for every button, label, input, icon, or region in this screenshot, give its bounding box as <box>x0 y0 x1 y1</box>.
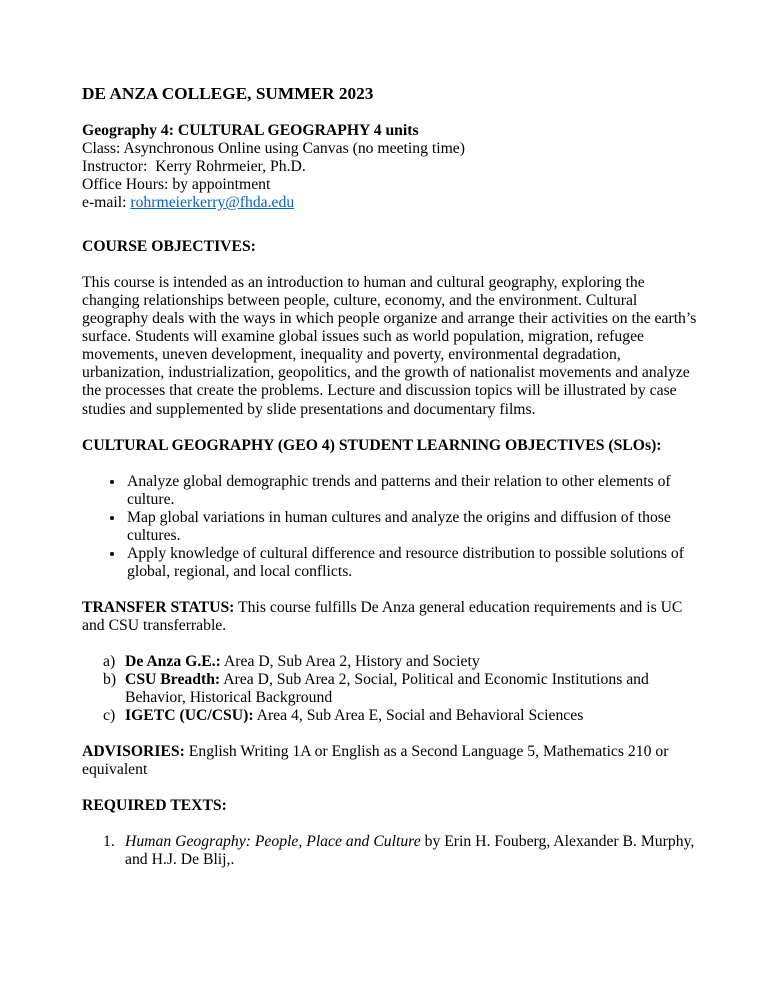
course-objectives-paragraph: This course is intended as an introduction to human and cultural geography, exploring the changing relationships between people, culture, economy, and the environment. Cultural geography deals with the ways in which people organize and arrange their activities on the earth’s surface. Students will examine global issues such as world population, migration, refugee movements, uneven development, inequality and poverty, environmental degradation, urbanization, industrialization, geopolitics, and the growth of nationalist movements and analyze the processes that create the problems. Lecture and discussion topics will be illustrated by case studies and supplemented by slide presentations and documentary films. <box>82 274 697 418</box>
required-texts-heading: REQUIRED TEXTS: <box>82 797 227 815</box>
list-item <box>103 671 700 707</box>
list-desc: Area D, Sub Area 2, Social, Political and Economic Institutions and Behavior, Historical Background <box>125 671 649 707</box>
instructor-line: Instructor: Kerry Rohrmeier, Ph.D. <box>82 157 306 175</box>
transfer-status-paragraph <box>82 599 700 635</box>
advisories-text: English Writing 1A or English as a Second Language 5, Mathematics 210 or equivalent <box>82 743 669 779</box>
advisories-label: ADVISORIES: <box>82 743 185 761</box>
list-item-text: Analyze global demographic trends and patterns and their relation to other elements of culture. <box>127 472 671 508</box>
list-item-text <box>125 671 700 707</box>
list-desc: Area 4, Sub Area E, Social and Behavioral Sciences <box>253 707 584 725</box>
list-item <box>103 833 700 869</box>
slo-heading: CULTURAL GEOGRAPHY (GEO 4) STUDENT LEARNING OBJECTIVES (SLOs): <box>82 436 662 454</box>
list-marker: b) <box>103 671 117 689</box>
list-marker: c) <box>103 707 116 725</box>
book-authors: by Erin H. Fouberg, Alexander B. Murphy, and H.J. De Blij,. <box>125 833 695 869</box>
list-item <box>125 545 700 581</box>
list-item-text: Map global variations in human cultures and analyze the origins and diffusion of those cultures. <box>127 508 671 544</box>
transfer-status-label: TRANSFER STATUS: <box>82 598 235 616</box>
office-hours-line: Office Hours: by appointment <box>82 176 271 194</box>
course-name-line: Geography 4: CULTURAL GEOGRAPHY 4 units <box>82 121 419 139</box>
course-info-block <box>82 122 700 212</box>
book-title: Human Geography: People, Place and Culture <box>125 833 421 851</box>
list-item <box>103 653 700 671</box>
class-format-line: Class: Asynchronous Online using Canvas (no meeting time) <box>82 139 465 157</box>
email-label: e-mail: <box>82 194 131 212</box>
list-item <box>125 509 700 545</box>
list-item-text: Apply knowledge of cultural difference and resource distribution to possible solutions of global, regional, and local conflicts. <box>127 544 684 580</box>
course-objectives-heading: COURSE OBJECTIVES: <box>82 238 256 256</box>
advisories-paragraph <box>82 743 700 779</box>
list-item-text <box>125 707 700 725</box>
list-item-text <box>125 833 700 869</box>
list-term: CSU Breadth: <box>125 671 221 689</box>
list-marker: a) <box>103 652 116 670</box>
email-line <box>82 194 700 212</box>
list-marker: 1. <box>103 833 115 851</box>
required-texts-list <box>82 833 700 869</box>
list-item-text <box>125 653 700 671</box>
document-title: DE ANZA COLLEGE, SUMMER 2023 <box>82 84 374 103</box>
list-desc: Area D, Sub Area 2, History and Society <box>220 652 480 670</box>
list-term: IGETC (UC/CSU): <box>125 707 254 725</box>
list-item <box>125 473 700 509</box>
transfer-status-text: This course fulfills De Anza general education requirements and is UC and CSU transferrable. <box>82 598 683 634</box>
slo-list <box>82 473 700 581</box>
transfer-areas-list <box>82 653 700 725</box>
list-term: De Anza G.E.: <box>125 652 221 670</box>
email-link[interactable]: rohrmeierkerry@fhda.edu <box>130 194 295 212</box>
list-item <box>103 707 700 725</box>
